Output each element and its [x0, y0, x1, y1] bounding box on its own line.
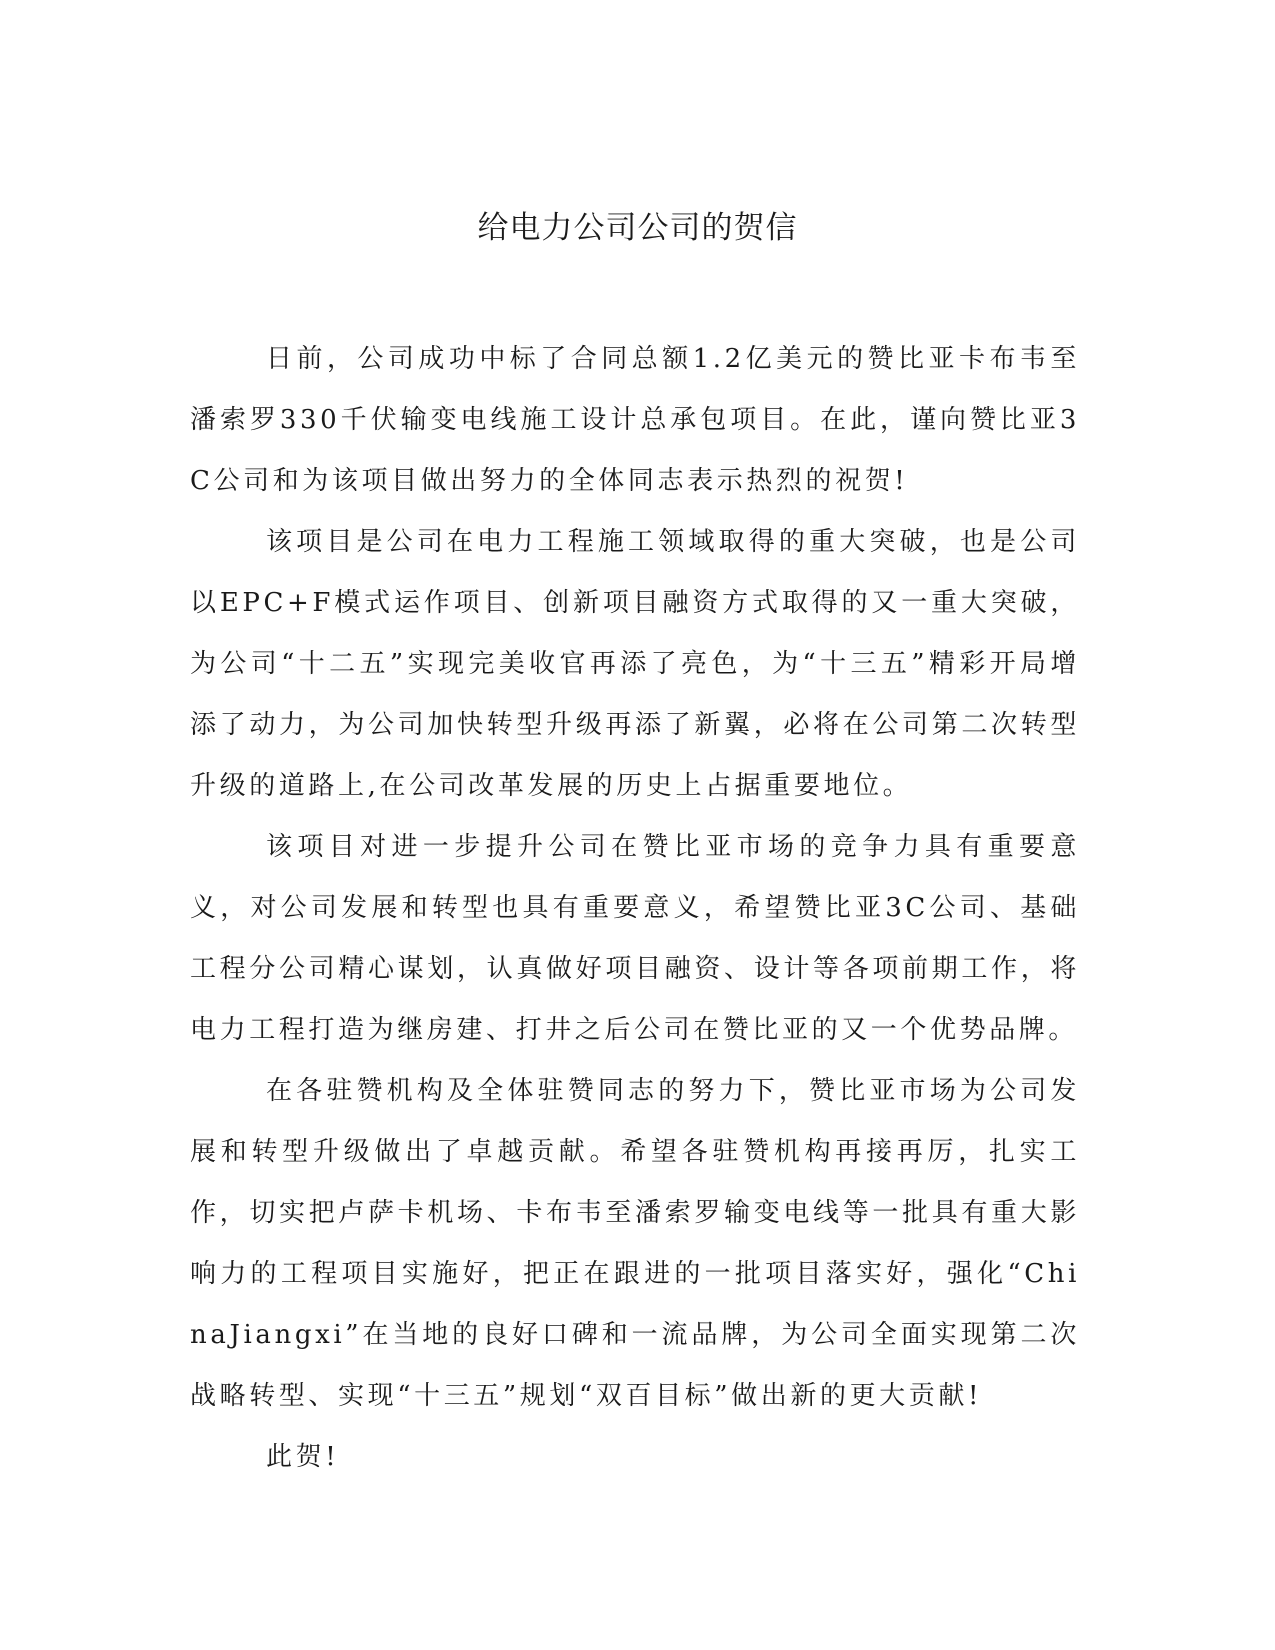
paragraph-3: 该项目对进一步提升公司在赞比亚市场的竞争力具有重要意义，对公司发展和转型也具有重要意义，希望赞比亚3C公司、基础工程分公司精心谋划，认真做好项目融资、设计等各项前期工作，将电力工程打造为继房建、打井之后公司在赞比亚的又一个优势品牌。: [190, 832, 1080, 1045]
document-title: 给电力公司公司的贺信: [477, 210, 798, 246]
closing-line: 此贺!: [266, 1442, 340, 1472]
paragraph-1: 日前，公司成功中标了合同总额1.2亿美元的赞比亚卡布韦至潘索罗330千伏输变电线施工设计总承包项目。在此，谨向赞比亚3C公司和为该项目做出努力的全体同志表示热烈的祝贺!: [190, 344, 1080, 496]
letter-body: [190, 329, 1080, 1488]
paragraph-4: 在各驻赞机构及全体驻赞同志的努力下，赞比亚市场为公司发展和转型升级做出了卓越贡献。希望各驻赞机构再接再厉，扎实工作，切实把卢萨卡机场、卡布韦至潘索罗输变电线等一批具有重大影响力的工程项目实施好，把正在跟进的一批项目落实好，强化“ChinaJiangxi”在当地的良好口碑和一流品牌，为公司全面实现第二次战略转型、实现“十三五”规划“双百目标”做出新的更大贡献!: [190, 1076, 1080, 1411]
paragraph-2: 该项目是公司在电力工程施工领域取得的重大突破，也是公司以EPC+F模式运作项目、创新项目融资方式取得的又一重大突破，为公司“十二五”实现完美收官再添了亮色，为“十三五”精彩开局增添了动力，为公司加快转型升级再添了新翼，必将在公司第二次转型升级的道路上,在公司改革发展的历史上占据重要地位。: [190, 527, 1080, 801]
